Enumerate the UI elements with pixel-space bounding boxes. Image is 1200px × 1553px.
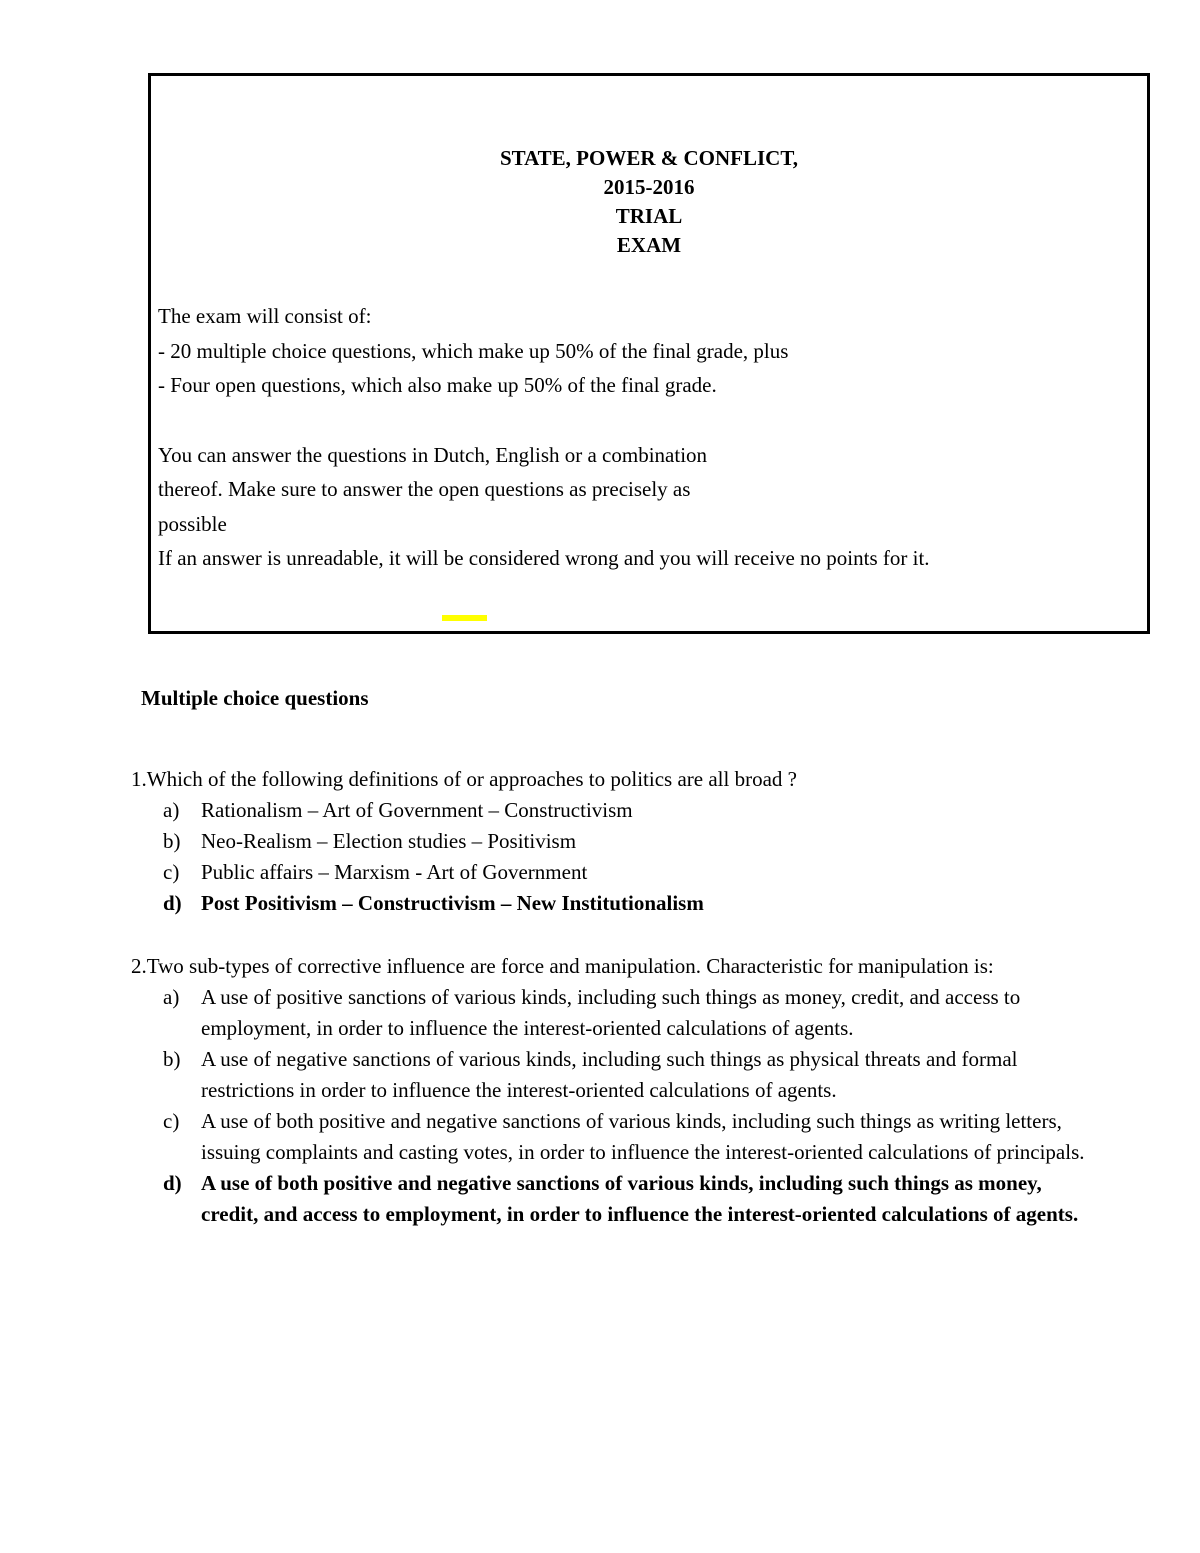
instruction-line: possible bbox=[158, 511, 227, 536]
option-d-correct bbox=[131, 888, 1091, 919]
section-heading: Multiple choice questions bbox=[141, 686, 369, 710]
title-line-exam: EXAM bbox=[616, 233, 682, 257]
exam-title bbox=[151, 144, 1147, 260]
question-text: 2.Two sub-types of corrective influence are force and manipulation. Characteristic for manipulation is: bbox=[131, 954, 994, 978]
instruction-line: If an answer is unreadable, it will be considered wrong and you will receive no points for it. bbox=[158, 546, 930, 570]
option-a bbox=[131, 795, 1091, 826]
title-line-year: 2015-2016 bbox=[603, 175, 695, 199]
option-text: Neo-Realism – Election studies – Positivism bbox=[201, 829, 577, 853]
title-line-course: STATE, POWER & CONFLICT, bbox=[499, 146, 799, 170]
option-text: A use of both positive and negative sanctions of various kinds, including such things as writing letters, issuing complaints and casting votes, in order to influence the interest-oriented calculations of principals. bbox=[201, 1109, 1085, 1164]
question-2 bbox=[131, 951, 1091, 1230]
intro-line: The exam will consist of: bbox=[158, 304, 372, 328]
option-text: A use of positive sanctions of various kinds, including such things as money, credit, and access to employment, in order to influence the interest-oriented calculations of agents. bbox=[201, 985, 1021, 1040]
exam-info-box bbox=[148, 73, 1150, 634]
option-d-correct bbox=[131, 1168, 1091, 1230]
option-letter: d) bbox=[163, 891, 182, 915]
exam-instructions bbox=[158, 299, 1138, 576]
option-text: Rationalism – Art of Government – Constructivism bbox=[201, 798, 633, 822]
highlight-mark bbox=[442, 615, 487, 621]
option-a bbox=[131, 982, 1091, 1044]
question-text: 1.Which of the following definitions of or approaches to politics are all broad ? bbox=[131, 767, 797, 791]
option-letter: d) bbox=[163, 1171, 182, 1195]
intro-line: - 20 multiple choice questions, which make up 50% of the final grade, plus bbox=[158, 338, 789, 363]
option-letter: a) bbox=[163, 985, 180, 1009]
option-letter: c) bbox=[163, 860, 180, 884]
option-text: A use of both positive and negative sanctions of various kinds, including such things as money, credit, and access to employment, in order to influence the interest-oriented calculations of agents. bbox=[201, 1171, 1079, 1226]
option-text: A use of negative sanctions of various kinds, including such things as physical threats and formal restrictions in order to influence the interest-oriented calculations of agents. bbox=[201, 1047, 1018, 1102]
intro-line: - Four open questions, which also make up 50% of the final grade. bbox=[158, 373, 717, 397]
question-1 bbox=[131, 764, 1091, 919]
option-list bbox=[131, 795, 1091, 919]
option-list bbox=[131, 982, 1091, 1230]
option-text: Public affairs – Marxism - Art of Government bbox=[201, 860, 588, 884]
option-text: Post Positivism – Constructivism – New Institutionalism bbox=[201, 891, 704, 915]
option-letter: c) bbox=[163, 1109, 180, 1133]
instruction-line: You can answer the questions in Dutch, English or a combination bbox=[158, 442, 708, 467]
option-c bbox=[131, 857, 1091, 888]
option-c bbox=[131, 1106, 1091, 1168]
spacer bbox=[158, 403, 1138, 438]
option-b bbox=[131, 826, 1091, 857]
option-b bbox=[131, 1044, 1091, 1106]
option-letter: a) bbox=[163, 798, 180, 822]
option-letter: b) bbox=[163, 1047, 181, 1071]
instruction-line: thereof. Make sure to answer the open questions as precisely as bbox=[158, 477, 691, 501]
option-letter: b) bbox=[163, 829, 181, 853]
title-line-trial: TRIAL bbox=[615, 204, 683, 228]
